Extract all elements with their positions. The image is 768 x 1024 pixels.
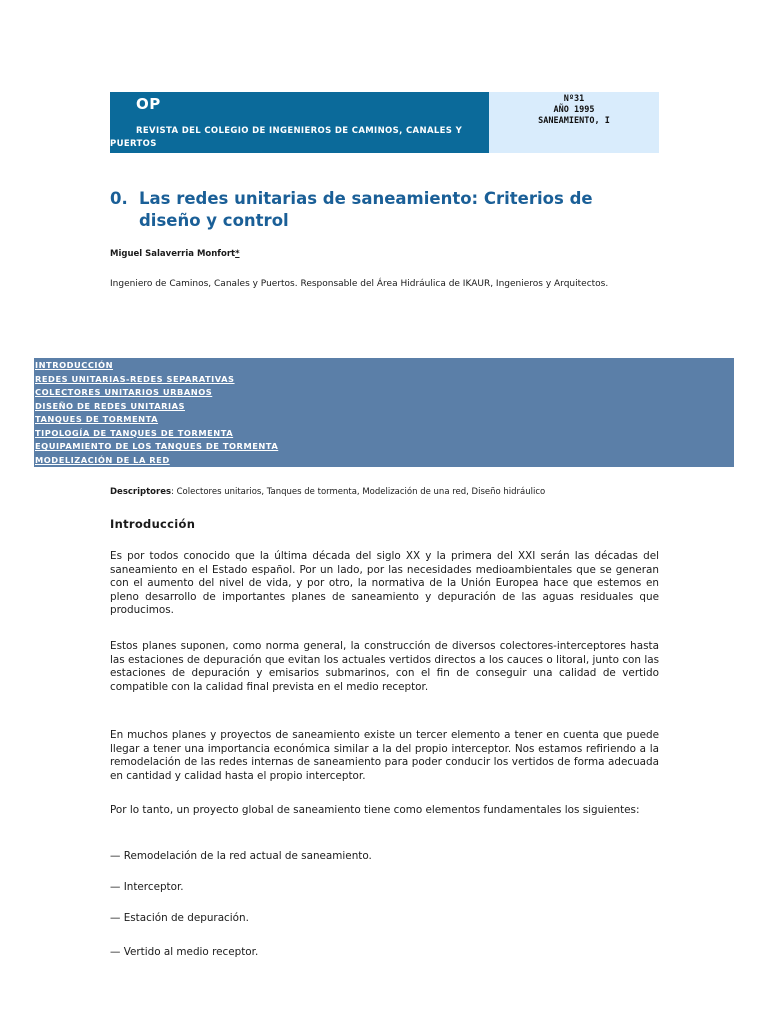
article-title-text: Las redes unitarias de saneamiento: Criterios de diseño y control [139, 189, 593, 230]
journal-logo-text: OP [136, 95, 161, 113]
descriptors [110, 487, 545, 497]
author-affiliation: Ingeniero de Caminos, Canales y Puertos. Responsable del Área Hidráulica de IKAUR, Ingenieros y Arquitectos. [110, 279, 609, 289]
issue-year: AÑO 1995 [553, 105, 595, 115]
paragraph: Es por todos conocido que la última década del siglo XX y la primera del XXI serán las décadas del saneamiento en el Estado español. Por un lado, por las necesidades medioambientales que se generan con el aumento del nivel de vida, y por otro, la normativa de la Unión Europea hace que estemos en pleno desarrollo de importantes planes de saneamiento y depuración de las aguas residuales que producimos. [110, 550, 659, 617]
article-number: 0. [110, 189, 128, 208]
author-footnote-link[interactable]: * [235, 249, 240, 259]
list-item: — Interceptor. [110, 881, 184, 893]
author-line [110, 249, 240, 259]
issue-topic: SANEAMIENTO, I [538, 116, 610, 126]
descriptors-label: Descriptores [110, 487, 172, 497]
journal-banner [110, 92, 489, 153]
issue-number: Nº31 [563, 94, 585, 104]
toc-link-diseno-redes[interactable]: DISEÑO DE REDES UNITARIAS [35, 400, 185, 411]
toc-link-equipamiento-tanques[interactable]: EQUIPAMIENTO DE LOS TANQUES DE TORMENTA [35, 441, 279, 451]
list-item: — Remodelación de la red actual de saneamiento. [110, 850, 372, 862]
toc-list [35, 359, 278, 467]
paragraph: En muchos planes y proyectos de saneamiento existe un tercer elemento a tener en cuenta que puede llegar a tener una importancia económica similar a la del propio interceptor. Nos estamos refiriendo a la remodelación de las redes internas de saneamiento para poder conducir los vertidos de forma adecuada en cantidad y calidad hasta el propio interceptor. [110, 729, 659, 782]
toc-link-redes-unitarias-separativas[interactable]: REDES UNITARIAS-REDES SEPARATIVAS [35, 373, 235, 384]
list-item: — Vertido al medio receptor. [110, 946, 259, 958]
descriptors-text: : Colectores unitarios, Tanques de tormenta, Modelización de una red, Diseño hidráulico [171, 487, 546, 497]
list-item: — Estación de depuración. [110, 912, 249, 924]
toc-link-tanques-tormenta[interactable]: TANQUES DE TORMENTA [35, 414, 159, 424]
toc-link-modelizacion-red[interactable]: MODELIZACIÓN DE LA RED [35, 454, 170, 465]
paragraph: Estos planes suponen, como norma general, la construcción de diversos colectores-interceptores hasta las estaciones de depuración que evitan los actuales vertidos directos a los cauces o litoral, junto con las estaciones de depuración y emisarios submarinos, con el fin de conseguir una calidad de vertido compatible con la calidad final prevista en el medio receptor. [110, 640, 659, 693]
paragraph: Por lo tanto, un proyecto global de saneamiento tiene como elementos fundamentales los siguientes: [110, 804, 640, 816]
toc-link-colectores-unitarios[interactable]: COLECTORES UNITARIOS URBANOS [35, 387, 213, 397]
section-heading: Introducción [110, 517, 196, 531]
toc-link-tipologia-tanques[interactable]: TIPOLOGÍA DE TANQUES DE TORMENTA [35, 427, 234, 438]
table-of-contents [34, 358, 734, 467]
journal-header [110, 92, 659, 153]
journal-subtitle: REVISTA DEL COLEGIO DE INGENIEROS DE CAMINOS, CANALES Y PUERTOS [110, 126, 463, 149]
issue-info [489, 92, 659, 153]
author-name: Miguel Salaverria Monfort [110, 249, 236, 259]
toc-link-introduccion[interactable]: INTRODUCCIÓN [35, 360, 114, 370]
